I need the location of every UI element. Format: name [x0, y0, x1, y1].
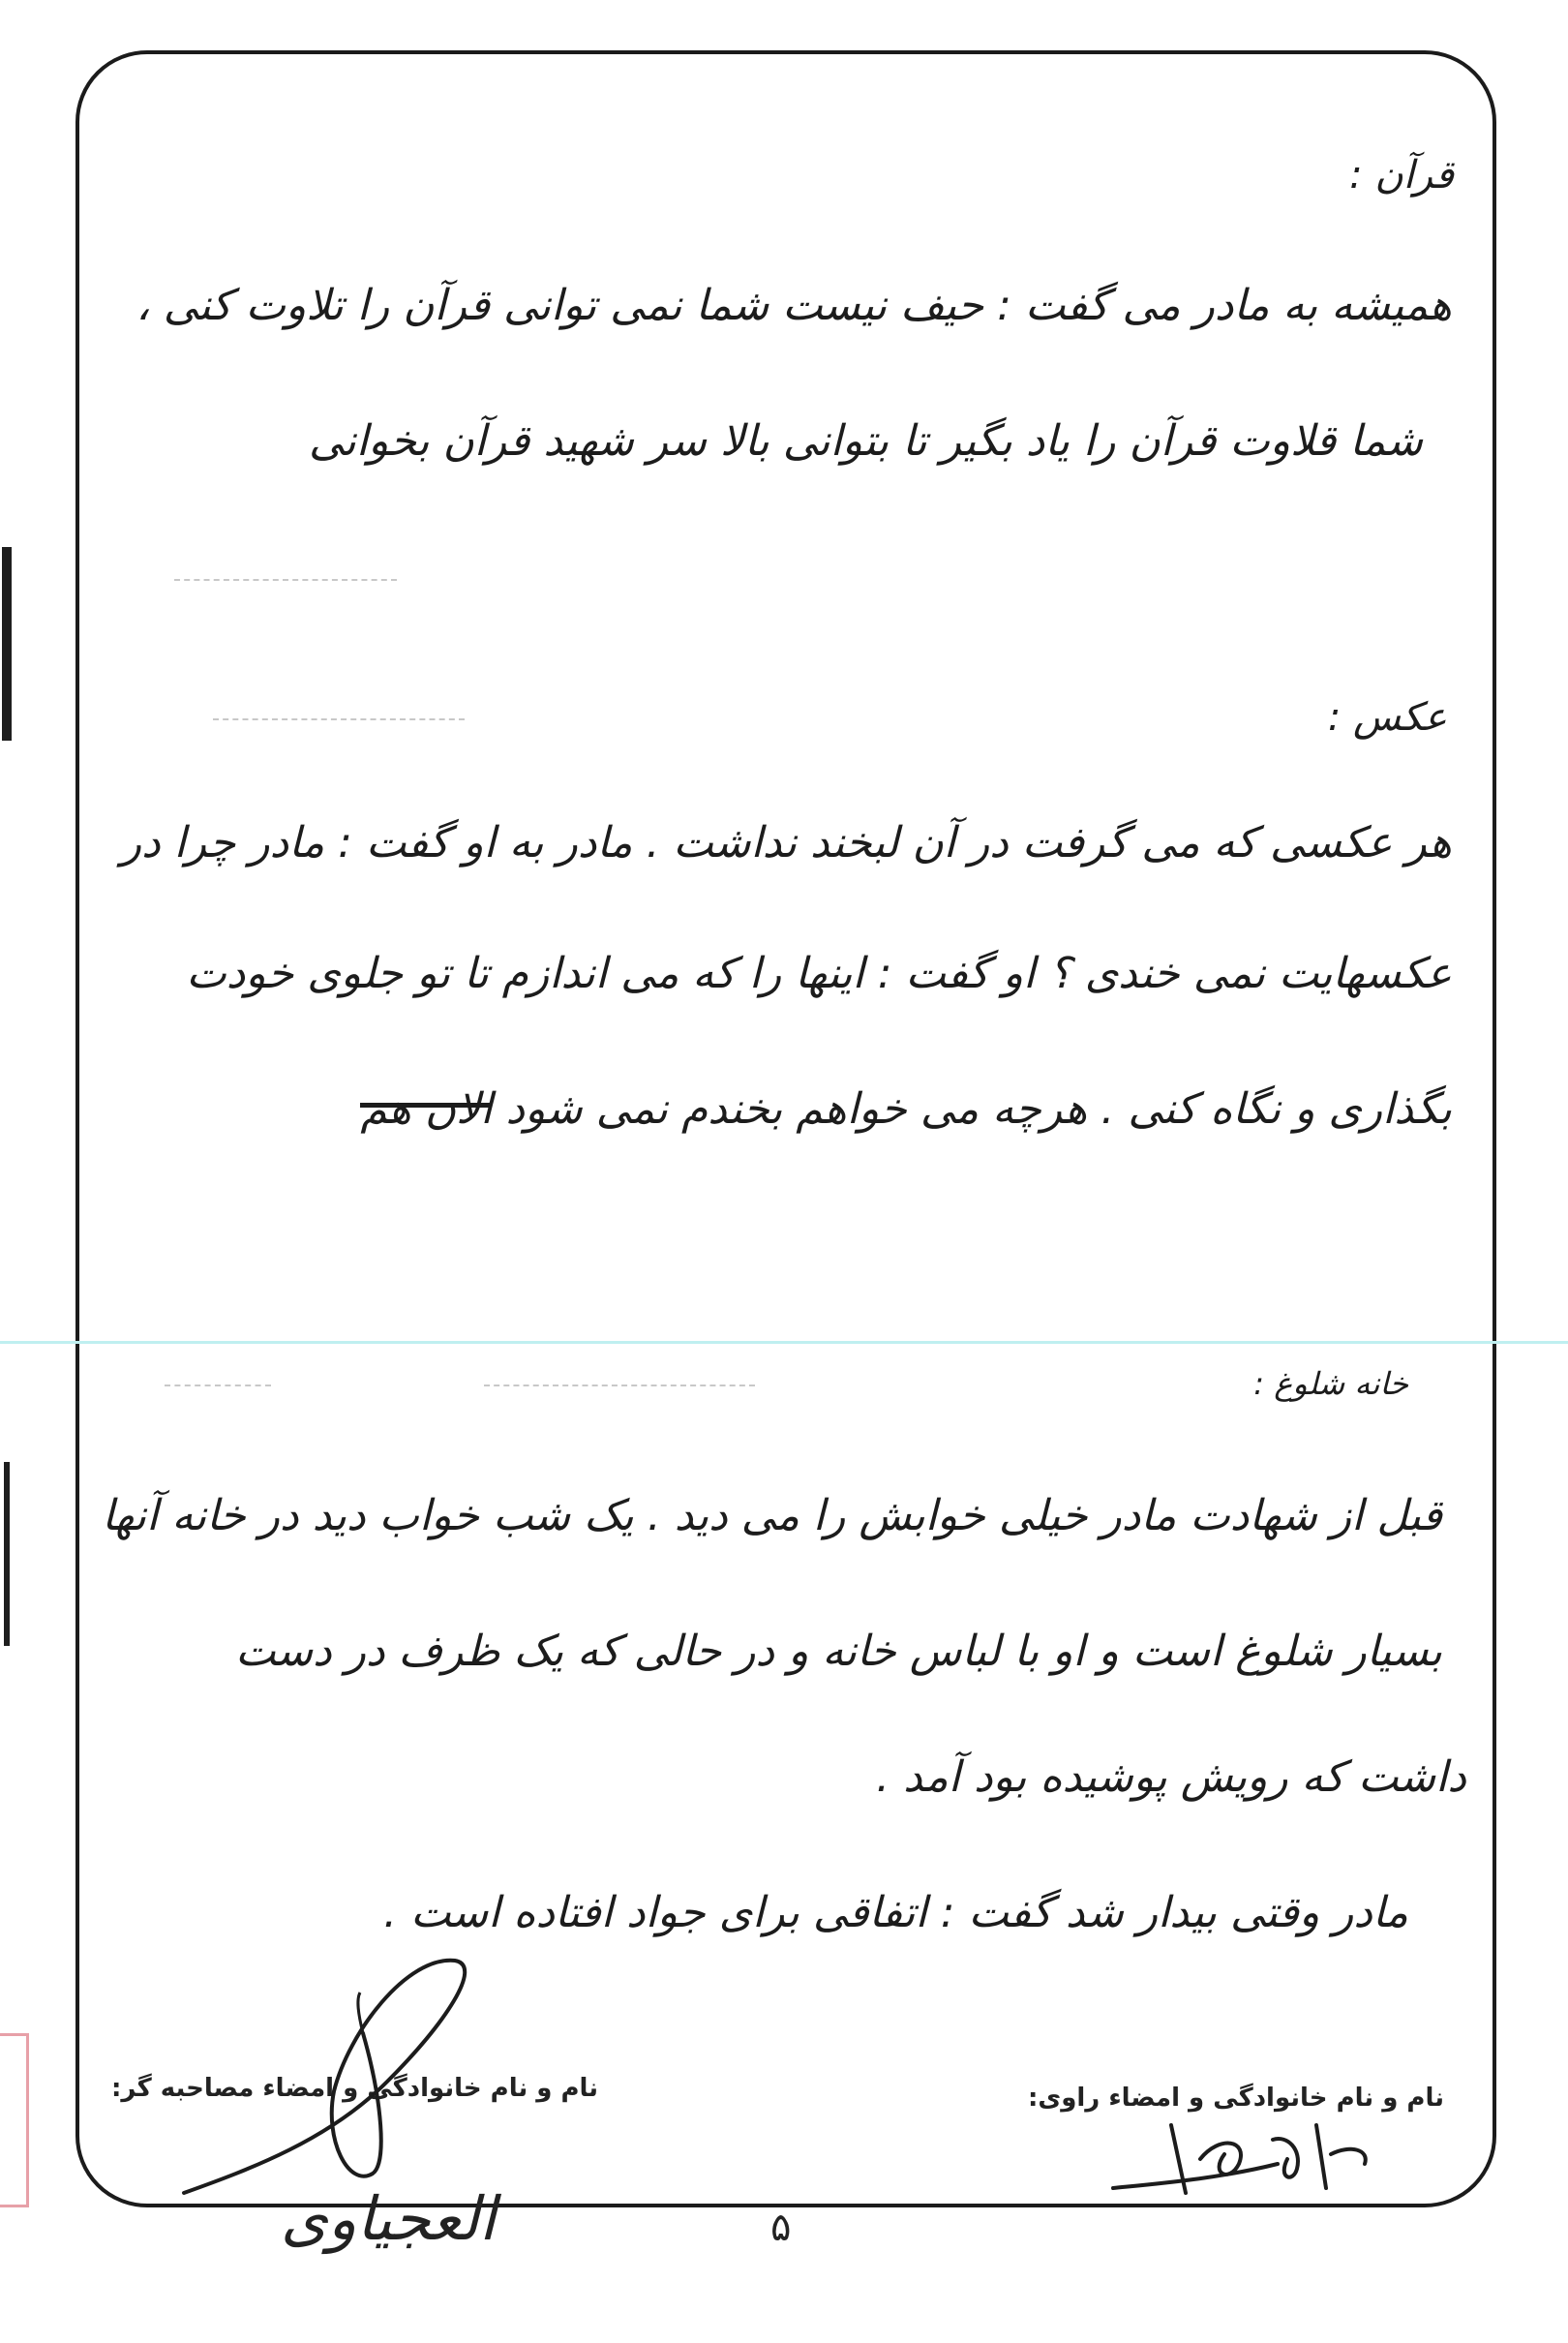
dotted-rule: [174, 579, 397, 581]
handwritten-line: بسیار شلوغ است و او با لباس خانه و در حالی که یک ظرف در دست: [235, 1627, 1442, 1676]
handwritten-line: شما قلاوت قرآن را یاد بگیر تا بتوانی بالا سر شهید قرآن بخوانی: [308, 416, 1423, 466]
page-number: ۵: [770, 2206, 792, 2250]
narrator-signature-label: نام و نام خانوادگی و امضاء راوی:: [1028, 2084, 1444, 2113]
interviewer-signature-label: نام و نام خانوادگی و امضاء مصاحبه گر:: [111, 2074, 599, 2103]
dotted-rule: [484, 1384, 755, 1386]
handwritten-line: مادر وقتی بیدار شد گفت : اتفاقی برای جواد افتاده است .: [383, 1888, 1408, 1937]
scan-edge-mark: [2, 547, 12, 741]
handwritten-text: بگذاری و نگاه کنی . هرچه می خواهم بخندم نمی شود: [505, 1084, 1452, 1134]
section-heading-crowded-house: خانه شلوغ :: [1253, 1365, 1408, 1402]
dotted-rule: [165, 1384, 271, 1386]
section-heading-quran: قرآن :: [1349, 153, 1454, 198]
handwritten-line: همیشه به مادر می گفت : حیف نیست شما نمی توانی قرآن را تلاوت کنی ،: [136, 281, 1452, 330]
handwritten-line-with-strike: [360, 1084, 1452, 1134]
struck-out-text: الان هم: [360, 1084, 493, 1134]
scan-edge-mark: [4, 1462, 10, 1646]
narrator-signature: [1103, 2106, 1384, 2212]
handwritten-line: داشت که رویش پوشیده بود آمد .: [876, 1752, 1466, 1802]
interviewer-name-handwritten: العجیاوی: [281, 2183, 497, 2254]
dotted-rule: [213, 718, 465, 720]
stamp-edge: [0, 2033, 29, 2207]
handwritten-line: هر عکسی که می گرفت در آن لبخند نداشت . مادر به او گفت : مادر چرا در: [120, 818, 1452, 867]
interviewer-signature: [165, 1946, 513, 2207]
section-heading-photo: عکس :: [1327, 695, 1447, 740]
scan-artifact-line: [0, 1341, 1568, 1344]
handwritten-line: قبل از شهادت مادر خیلی خوابش را می دید . یک شب خواب دید در خانه آنها: [102, 1491, 1442, 1540]
handwritten-line: عکسهایت نمی خندی ؟ او گفت : اینها را که می اندازم تا تو جلوی خودت: [186, 949, 1452, 998]
